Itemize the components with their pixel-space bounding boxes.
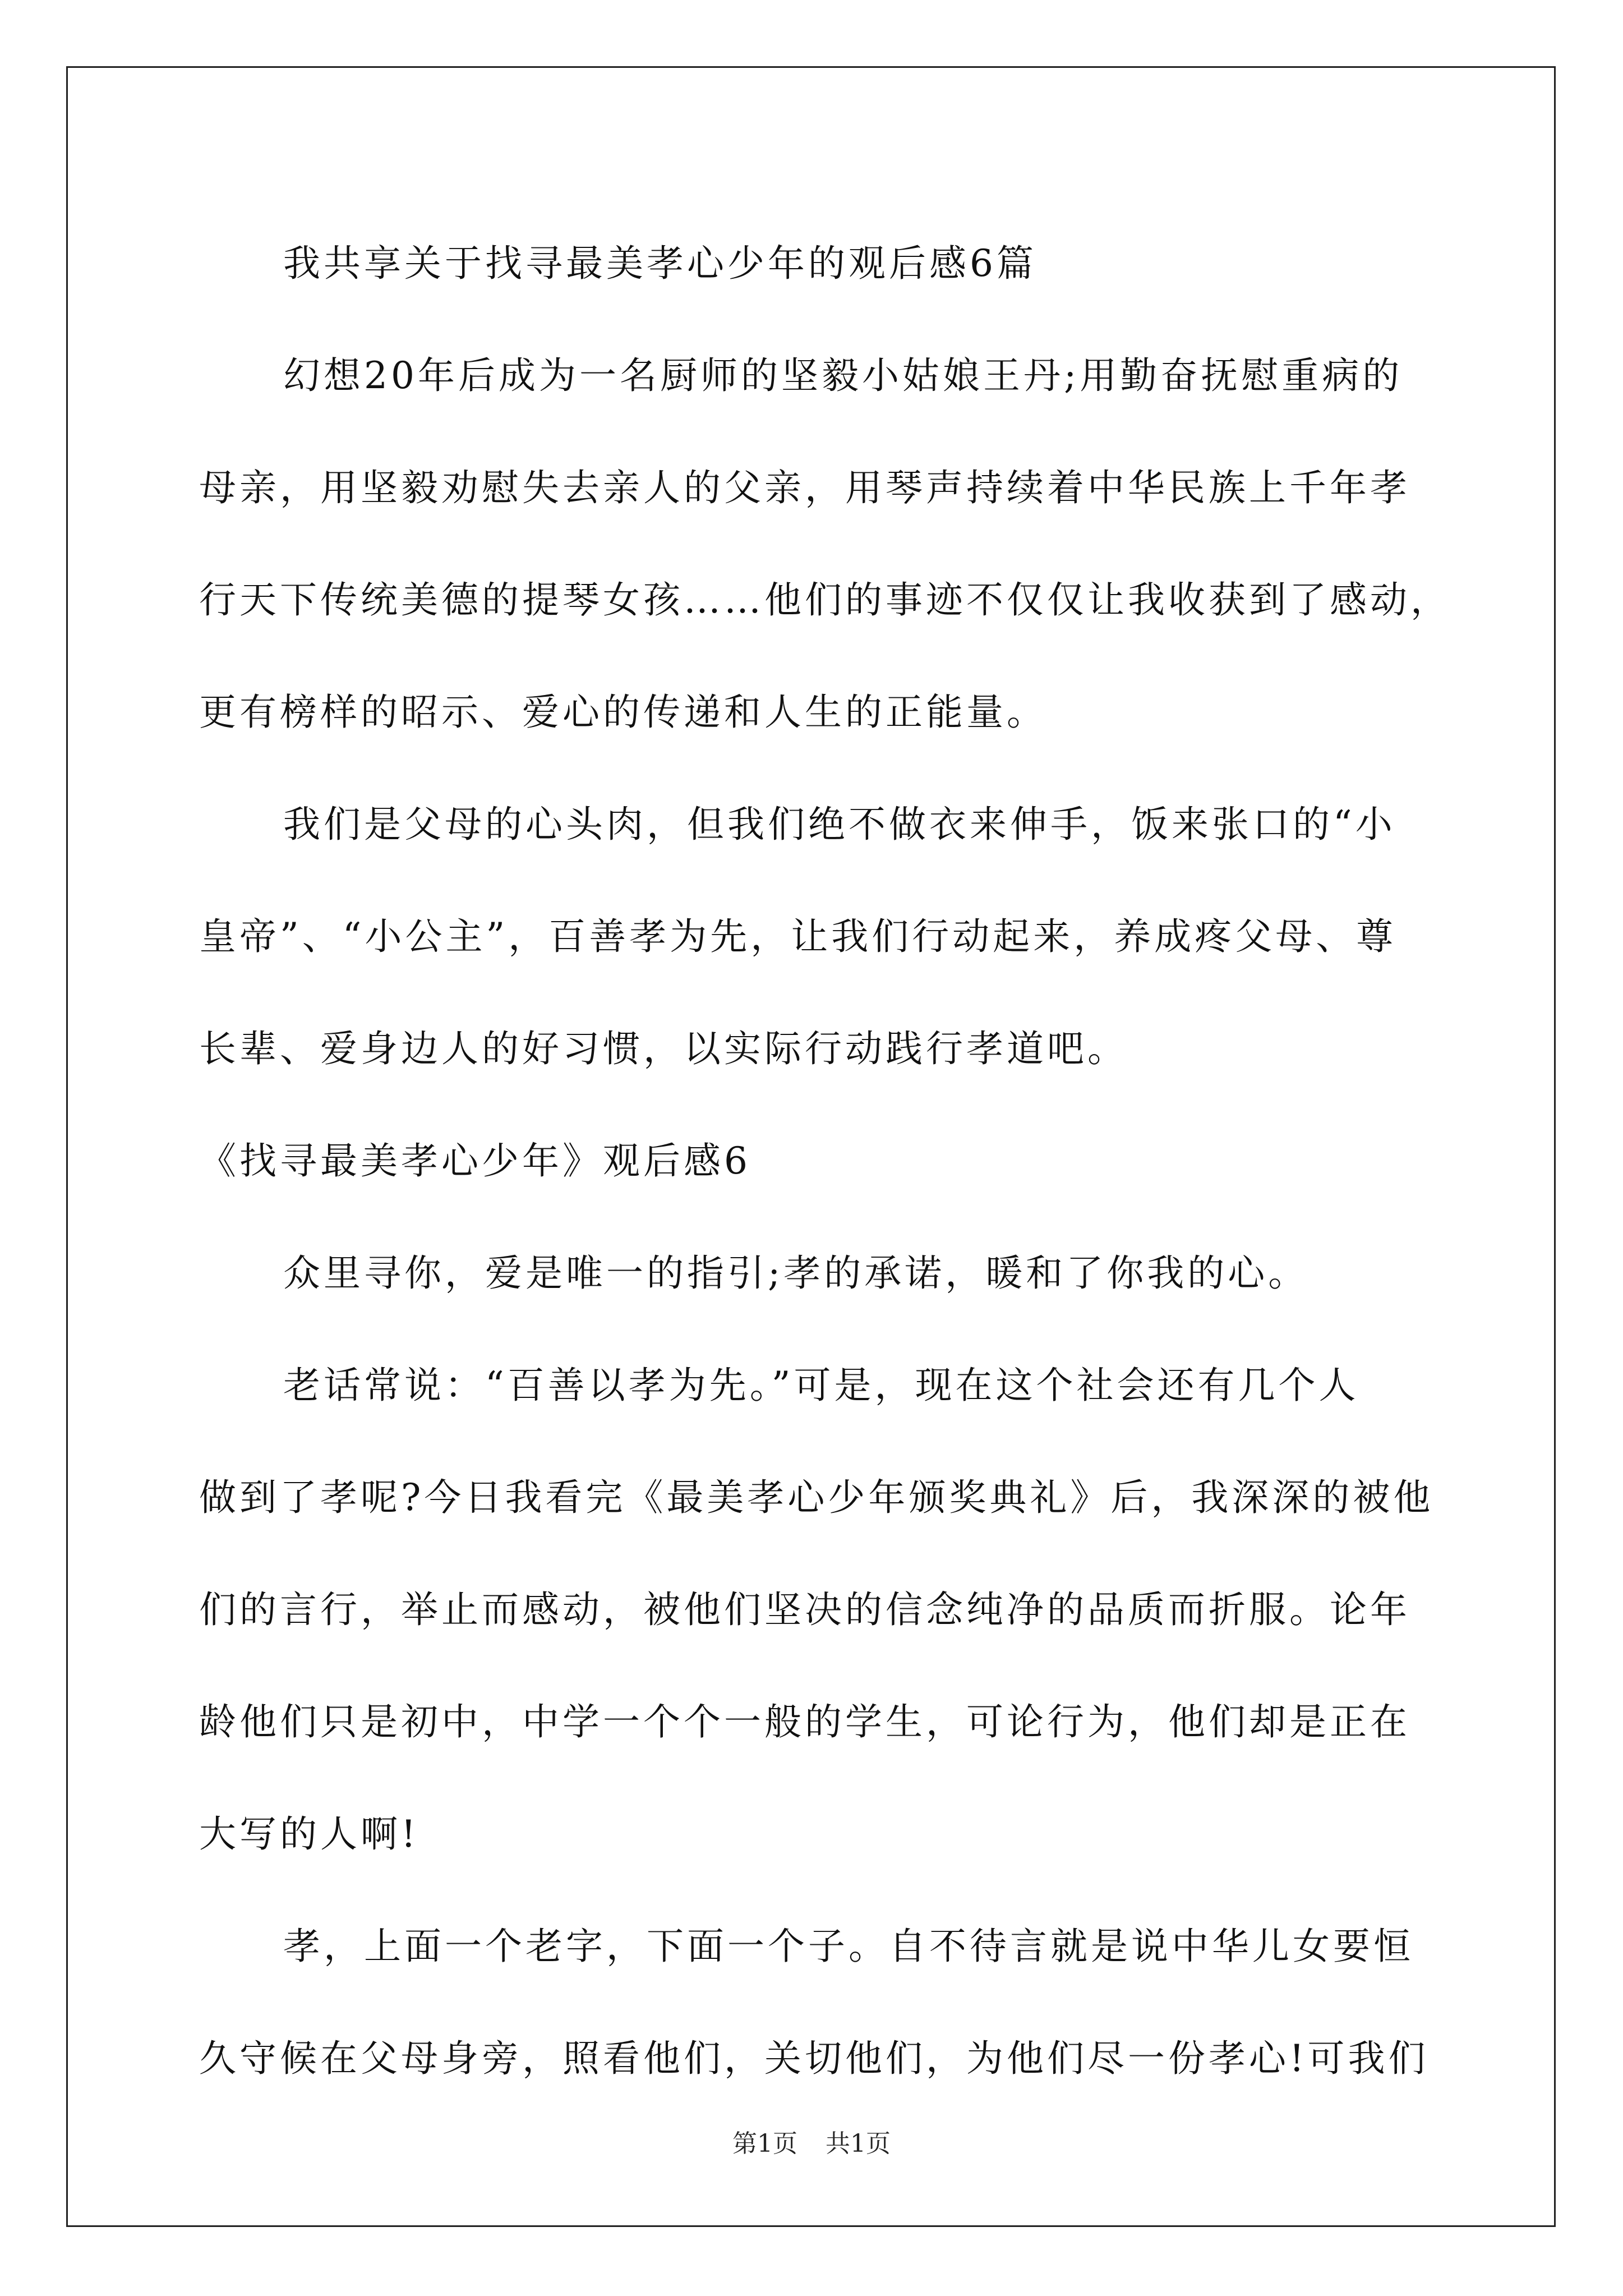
text-line: 老话常说：“百善以孝为先。”可是，现在这个社会还有几个人 — [283, 1364, 1359, 1407]
text-line: 更有榜样的昭示、爱心的传递和人生的正能量。 — [199, 691, 1047, 734]
text-line: 众里寻你，爱是唯一的指引;孝的承诺，暖和了你我的心。 — [283, 1251, 1309, 1295]
text-line: 大写的人啊! — [199, 1812, 419, 1856]
text-line: 幻想20年后成为一名厨师的坚毅小姑娘王丹;用勤奋抚慰重病的 — [283, 354, 1403, 397]
paragraph-lines — [199, 320, 1451, 2115]
document-title: 我共享关于找寻最美孝心少年的观后感6篇 — [283, 242, 1037, 285]
text-line: 久守候在父母身旁，照看他们，关切他们，为他们尽一份孝心!可我们 — [199, 2037, 1429, 2080]
text-line: 《找寻最美孝心少年》观后感6 — [199, 1139, 751, 1182]
page-number: 第1页 — [732, 2129, 797, 2158]
text-line: 做到了孝呢?今日我看完《最美孝心少年颁奖典礼》后，我深深的被他 — [199, 1476, 1434, 1519]
text-line: 龄他们只是初中，中学一个个一般的学生，可论行为，他们却是正在 — [199, 1700, 1410, 1743]
text-line: 们的言行，举止而感动，被他们坚决的信念纯净的品质而折服。论年 — [199, 1588, 1410, 1631]
document-body — [199, 208, 1451, 2115]
text-line: 母亲，用坚毅劝慰失去亲人的父亲，用琴声持续着中华民族上千年孝 — [199, 466, 1410, 509]
text-line: 皇帝”、“小公主”，百善孝为先，让我们行动起来，养成疼父母、尊 — [199, 915, 1397, 958]
text-line: 长辈、爱身边人的好习惯，以实际行动践行孝道吧。 — [199, 1027, 1128, 1070]
text-line: 行天下传统美德的提琴女孩……他们的事迹不仅仅让我收获到了感动， — [199, 578, 1451, 622]
text-line: 孝，上面一个老字，下面一个子。自不待言就是说中华儿女要恒 — [283, 1925, 1414, 1968]
text-line: 我们是父母的心头肉，但我们绝不做衣来伸手，饭来张口的“小 — [283, 803, 1396, 846]
page-footer — [0, 2123, 1623, 2159]
page-total: 共1页 — [826, 2129, 891, 2158]
